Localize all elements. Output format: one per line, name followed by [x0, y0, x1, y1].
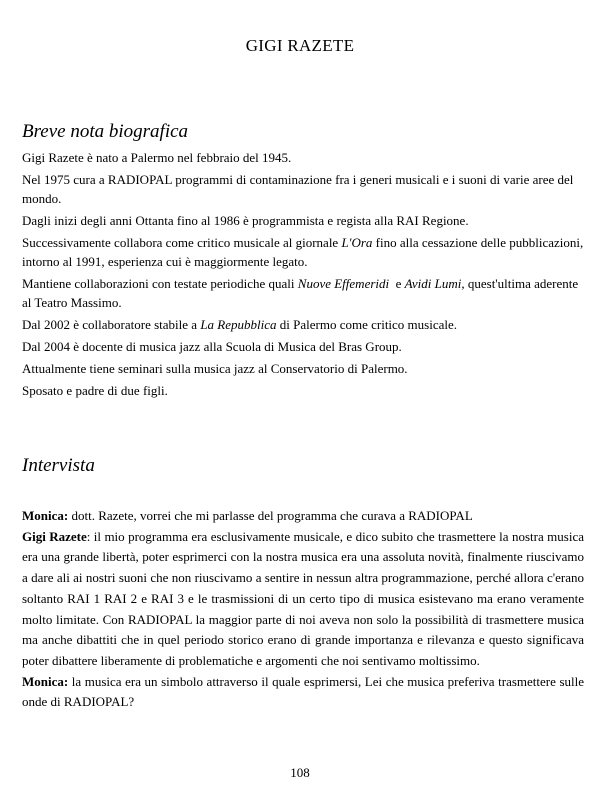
periodical-title: Nuove Effemeridi: [297, 276, 390, 291]
bio-paragraph: Dal 2004 è docente di musica jazz alla Scuola di Musica del Bras Group.: [22, 339, 402, 354]
bio-paragraph: Dal 2002 è collaboratore stabile a La Repubblica di Palermo come critico musicale.: [22, 317, 458, 332]
bio-paragraph: Sposato e padre di due figli.: [22, 383, 168, 398]
bio-paragraph: Attualmente tiene seminari sulla musica jazz al Conservatorio di Palermo.: [22, 361, 408, 376]
speaker-label: Monica:: [22, 673, 69, 689]
bio-paragraph: Mantiene collaborazioni con testate periodiche quali Nuove Effemeridi e Avidi Lumi, quest'ultima aderente al Teatro Massimo.: [22, 276, 579, 310]
newspaper-title: L'Ora: [341, 235, 373, 250]
speaker-label: Monica:: [22, 508, 69, 523]
bio-section: [22, 148, 584, 403]
interview-heading: Intervista: [22, 455, 95, 476]
page-number: 108: [290, 765, 310, 780]
page-title: GIGI RAZETE: [245, 36, 355, 55]
bio-paragraph: Nel 1975 cura a RADIOPAL programmi di contaminazione fra i generi musicali e i suoni di varie aree del mondo.: [22, 172, 574, 206]
speaker-label: Gigi Razete: [22, 528, 87, 544]
interview-question: Monica: la musica era un simbolo attraverso il quale esprimersi, Lei che musica preferiva trasmettere sulle onde di RADIOPAL?: [22, 673, 584, 710]
bio-paragraph: Gigi Razete è nato a Palermo nel febbraio del 1945.: [22, 150, 292, 165]
periodical-title: Avidi Lumi: [404, 276, 462, 291]
bio-paragraph: Dagli inizi degli anni Ottanta fino al 1986 è programmista e regista alla RAI Regione.: [22, 213, 469, 228]
interview-question: Monica: dott. Razete, vorrei che mi parlasse del programma che curava a RADIOPAL: [22, 508, 473, 523]
interview-answer: Gigi Razete: il mio programma era esclusivamente musicale, e dico subito che trasmettere la nostra musica era una grande libertà, poter esprimerci con la nostra musica era una assoluta novità, finalmente riuscivamo a dare ali ai nostri suoni che non riuscivamo a sentire in nessun altra programmazione, perché allora c'erano soltanto RAI 1 RAI 2 e RAI 3 e le trasmissioni di un certo tipo di musica esistevano ma erano veramente molto limitate. Con RADIOPAL la maggior parte di noi aveva non solo la possibilità di trasmettere musica ma anche dibattiti che in quel periodo storico erano di grande importanza e rilevanza e questo significava poter dibattere liberamente di problematiche e argomenti che noi sentivamo moltissimo.: [22, 528, 584, 668]
interview-section: [22, 506, 584, 713]
bio-heading: Breve nota biografica: [22, 121, 189, 142]
bio-paragraph: Successivamente collabora come critico musicale al giornale L'Ora fino alla cessazione delle pubblicazioni, intorno al 1991, esperienza cui è maggiormente legato.: [22, 235, 584, 269]
newspaper-title: La Repubblica: [200, 317, 277, 332]
